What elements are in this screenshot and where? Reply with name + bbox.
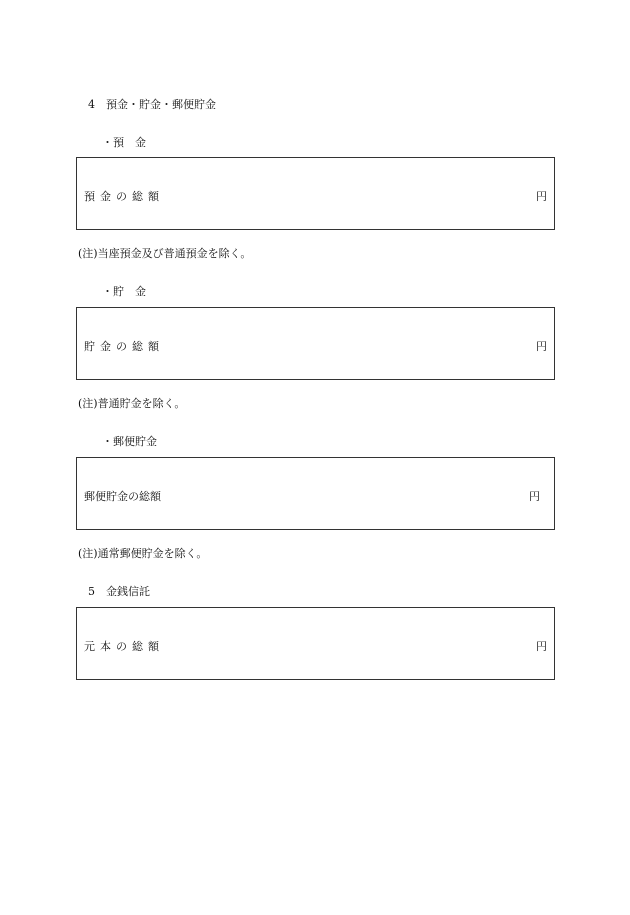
deposit-total-label: 預金の総額 [84, 190, 164, 203]
savings-total-unit: 円 [536, 340, 547, 353]
postal-note: (注)通常郵便貯金を除く。 [78, 547, 208, 560]
postal-total-box [76, 457, 555, 530]
postal-subheading: ・郵便貯金 [102, 435, 157, 448]
savings-note: (注)普通貯金を除く。 [78, 397, 186, 410]
deposit-total-unit: 円 [536, 190, 547, 203]
postal-total-unit: 円 [529, 490, 540, 503]
postal-total-label: 郵便貯金の総額 [84, 490, 161, 503]
deposit-note: (注)当座預金及び普通預金を除く。 [78, 247, 252, 260]
deposit-subheading: ・預 金 [102, 136, 146, 149]
principal-total-label: 元本の総額 [84, 640, 164, 653]
principal-total-unit: 円 [536, 640, 547, 653]
savings-subheading: ・貯 金 [102, 285, 146, 298]
section-4-heading: 4 預金・貯金・郵便貯金 [88, 98, 216, 111]
deposit-total-box [76, 157, 555, 230]
principal-total-box [76, 607, 555, 680]
section-5-heading: 5 金銭信託 [88, 585, 150, 598]
savings-total-box [76, 307, 555, 380]
savings-total-label: 貯金の総額 [84, 340, 164, 353]
